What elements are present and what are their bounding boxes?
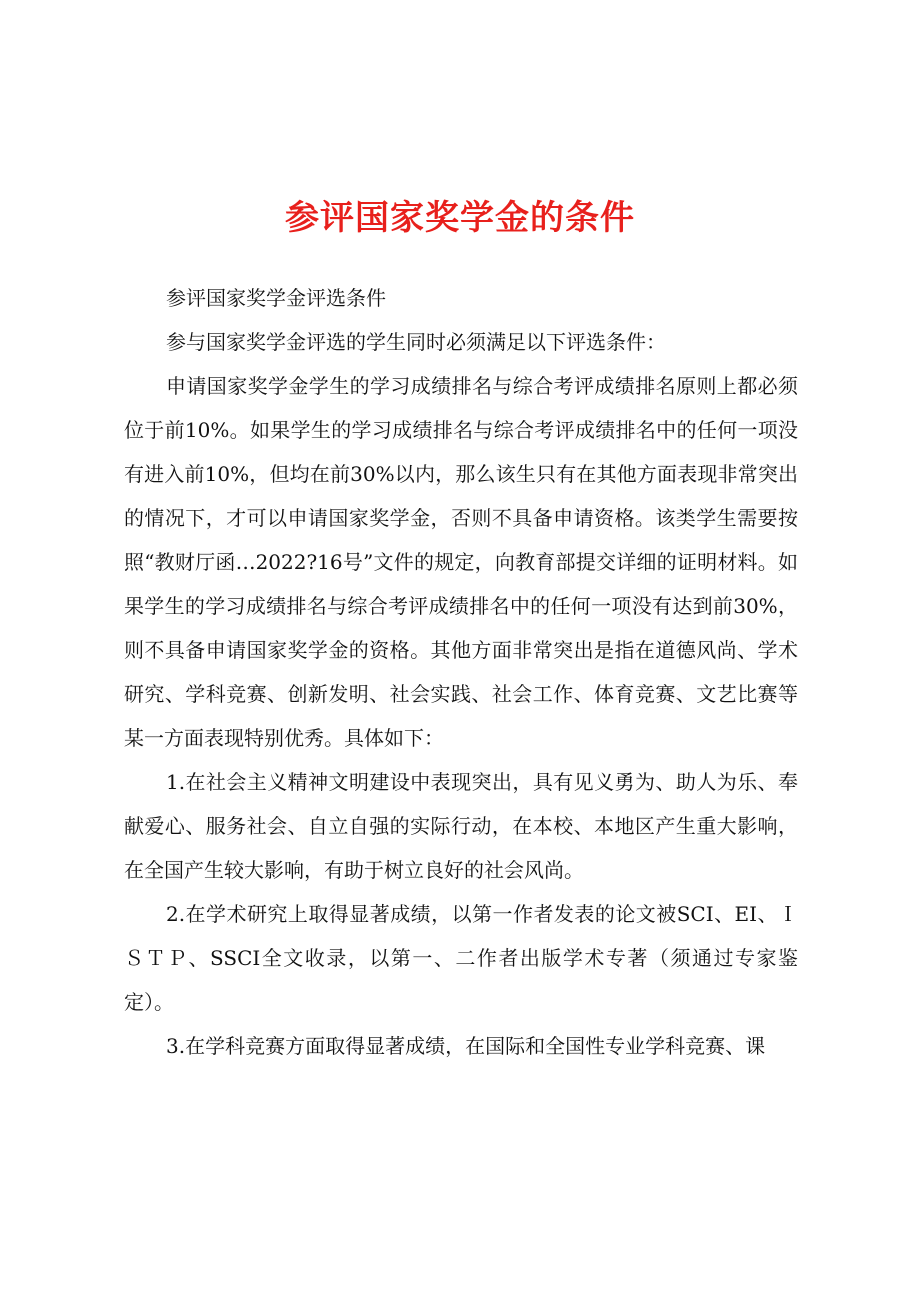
- paragraph-intro: 参与国家奖学金评选的学生同时必须满足以下评选条件：: [166, 330, 666, 354]
- paragraph-conditions: 申请国家奖学金学生的学习成绩排名与综合考评成绩排名原则上都必须位于前10%。如果学生的学习成绩排名与综合考评成绩排名中的任何一项没有进入前10%，但均在前30%以内，那么该生只有在其他方面表现非常突出的情况下，才可以申请国家奖学金，否则不具备申请资格。该类学生需要按照“教财厅函…2022?16号”文件的规定，向教育部提交详细的证明材料。如果学生的学习成绩排名与综合考评成绩排名中的任何一项没有达到前30%，则不具备申请国家奖学金的资格。其他方面非常突出是指在道德风尚、学术研究、学科竞赛、创新发明、社会实践、社会工作、体育竞赛、文艺比赛等某一方面表现特别优秀。具体如下：: [124, 374, 798, 750]
- paragraph-heading: 参评国家奖学金评选条件: [166, 286, 386, 310]
- paragraph-item-2: 2.在学术研究上取得显著成绩，以第一作者发表的论文被SCI、EI、ＩＳＴＰ、SSCI全文收录，以第一、二作者出版学术专著（须通过专家鉴定）。: [124, 902, 798, 1014]
- document-title: 参评国家奖学金的条件: [285, 198, 635, 238]
- paragraph-item-3: 3.在学科竞赛方面取得显著成绩，在国际和全国性专业学科竞赛、课: [166, 1034, 766, 1058]
- document-body: [124, 276, 798, 1068]
- paragraph-item-1: 1.在社会主义精神文明建设中表现突出，具有见义勇为、助人为乐、奉献爱心、服务社会、自立自强的实际行动，在本校、本地区产生重大影响，在全国产生较大影响，有助于树立良好的社会风尚。: [124, 770, 798, 882]
